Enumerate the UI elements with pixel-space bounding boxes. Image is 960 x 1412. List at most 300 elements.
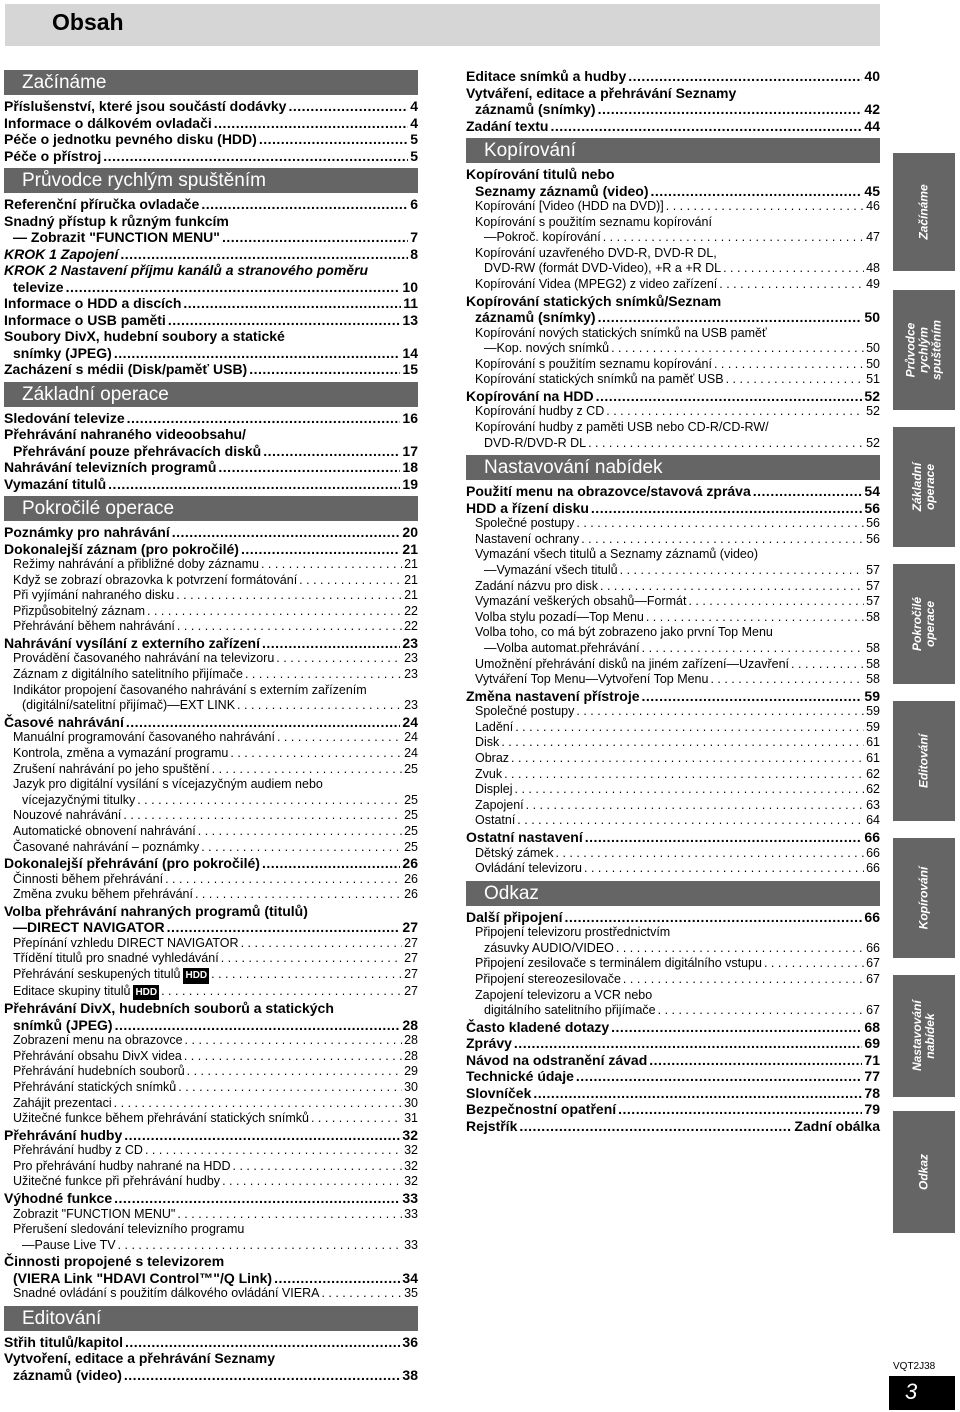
toc-page-number: 30 xyxy=(404,1095,418,1110)
toc-page-number: 15 xyxy=(402,361,418,377)
toc-entry-title: Péče o jednotku pevného disku (HDD) xyxy=(4,131,257,147)
toc-entry-title: Obraz xyxy=(475,751,510,766)
dot-leader xyxy=(276,651,402,667)
toc-entry-title: Umožnění přehrávání disků na jiném zařízení—Uzavření xyxy=(475,656,790,671)
toc-entry[interactable] xyxy=(4,855,418,872)
toc-page-number: 28 xyxy=(404,1033,418,1048)
toc-entry-title: Editace skupiny titulů xyxy=(13,983,131,998)
toc-page-number: 48 xyxy=(866,261,880,276)
toc-entry[interactable] xyxy=(4,131,418,148)
dot-leader xyxy=(118,1238,403,1254)
toc-entry-title: Vytváření Top Menu—Vytvoření Top Menu xyxy=(475,672,709,687)
toc-entry[interactable] xyxy=(466,483,880,500)
toc-page-number: 23 xyxy=(404,651,418,666)
toc-entry[interactable] xyxy=(4,604,418,620)
dot-leader xyxy=(642,641,864,657)
toc-entry-title: Společné postupy xyxy=(475,516,575,531)
tab-editovani[interactable] xyxy=(893,701,955,821)
toc-entry[interactable] xyxy=(4,115,418,132)
toc-entry[interactable] xyxy=(466,735,880,751)
toc-entry[interactable] xyxy=(466,594,880,610)
toc-page-number: 58 xyxy=(866,640,880,655)
dot-leader xyxy=(124,1127,400,1144)
toc-page-number: 25 xyxy=(404,839,418,854)
dot-leader xyxy=(585,829,863,846)
toc-entry[interactable] xyxy=(466,751,880,767)
toc-entry-title: DVD-R/DVD-R DL xyxy=(484,435,587,450)
toc-entry[interactable] xyxy=(466,261,880,277)
toc-entry[interactable] xyxy=(4,1143,418,1159)
toc-right-column xyxy=(466,68,880,1134)
dot-leader xyxy=(511,751,864,767)
toc-page-number: 22 xyxy=(404,619,418,634)
toc-page-number: 59 xyxy=(864,687,880,704)
toc-page-number: 24 xyxy=(404,745,418,760)
dot-leader xyxy=(147,604,402,620)
toc-entry[interactable] xyxy=(466,1035,880,1052)
dot-leader xyxy=(177,1207,402,1223)
toc-entry[interactable] xyxy=(466,941,880,957)
toc-page-number: 57 xyxy=(866,594,880,609)
toc-page-number: 21 xyxy=(402,540,418,557)
dot-leader xyxy=(723,261,864,277)
toc-entry[interactable] xyxy=(466,861,880,877)
toc-entry[interactable] xyxy=(4,793,418,809)
tab-label: Začínáme xyxy=(916,184,931,240)
toc-entry-title: Další připojení xyxy=(466,908,563,925)
toc-entry[interactable] xyxy=(466,579,880,595)
tab-zakladni-operace[interactable] xyxy=(893,427,955,547)
toc-page-number: 25 xyxy=(404,792,418,807)
toc-entry[interactable] xyxy=(4,619,418,635)
toc-entry[interactable] xyxy=(466,657,880,673)
dot-leader xyxy=(649,1052,862,1069)
toc-entry[interactable] xyxy=(466,813,880,829)
toc-entry[interactable] xyxy=(466,641,880,657)
toc-entry-title: snímků (JPEG) xyxy=(13,1016,113,1033)
dot-leader xyxy=(576,704,864,720)
toc-entry-title: Přehrávání hudby z CD xyxy=(13,1143,143,1158)
toc-entry[interactable] xyxy=(466,672,880,688)
dot-leader xyxy=(651,183,863,200)
toc-entry[interactable] xyxy=(4,872,418,888)
dot-leader xyxy=(125,1334,400,1351)
toc-entry-title: Výhodné funkce xyxy=(4,1190,113,1206)
toc-entry[interactable] xyxy=(466,357,880,373)
toc-entry[interactable] xyxy=(4,698,418,714)
toc-entry[interactable] xyxy=(466,1019,880,1036)
toc-entry[interactable] xyxy=(466,563,880,579)
dot-leader xyxy=(115,1017,401,1034)
toc-entry[interactable] xyxy=(4,1334,418,1351)
toc-entry[interactable] xyxy=(4,730,418,746)
toc-entry[interactable] xyxy=(466,1118,880,1135)
dot-leader xyxy=(123,808,402,824)
toc-entry[interactable] xyxy=(4,279,418,296)
dot-leader xyxy=(606,404,864,420)
dot-leader xyxy=(172,524,401,541)
toc-entry[interactable] xyxy=(466,956,880,972)
toc-page-number: 50 xyxy=(864,309,880,326)
toc-entry[interactable] xyxy=(466,101,880,118)
toc-entry-title: Použití menu na obrazovce/stavová zpráva xyxy=(466,483,751,500)
toc-page-number: 47 xyxy=(866,230,880,245)
toc-entry[interactable] xyxy=(466,1101,880,1118)
toc-entry[interactable] xyxy=(4,936,418,952)
section-header: Odkaz xyxy=(466,881,880,906)
toc-entry[interactable] xyxy=(4,345,418,362)
toc-entry-text-line: Kopírování titulů nebo xyxy=(466,166,615,182)
dot-leader xyxy=(791,657,864,673)
toc-entry[interactable] xyxy=(4,410,418,427)
toc-entry[interactable] xyxy=(4,1270,418,1287)
toc-entry-title: televize xyxy=(13,278,64,295)
dot-leader xyxy=(515,782,865,798)
toc-entry[interactable] xyxy=(466,277,880,293)
dot-leader xyxy=(603,230,864,246)
toc-entry[interactable] xyxy=(4,312,418,329)
toc-page-number: 25 xyxy=(404,808,418,823)
toc-entry[interactable] xyxy=(4,1367,418,1384)
toc-page-number: 7 xyxy=(410,229,418,245)
toc-page-number: 28 xyxy=(404,1048,418,1063)
toc-entry[interactable] xyxy=(4,246,418,263)
dot-leader xyxy=(145,1143,402,1159)
dot-leader xyxy=(218,459,400,476)
toc-entry[interactable] xyxy=(4,588,418,604)
toc-entry[interactable] xyxy=(4,667,418,683)
toc-entry[interactable] xyxy=(466,309,880,326)
tab-pokrocile-operace[interactable] xyxy=(893,564,955,684)
toc-entry[interactable] xyxy=(4,1017,418,1034)
toc-page-number: 23 xyxy=(402,634,418,651)
toc-entry[interactable] xyxy=(466,688,880,705)
toc-page-number: 63 xyxy=(866,797,880,812)
dot-leader xyxy=(230,746,402,762)
toc-page-number: 21 xyxy=(404,588,418,603)
toc-entry-title: Informace o dálkovém ovladači xyxy=(4,114,212,131)
dot-leader xyxy=(564,909,862,926)
toc-page-number: 26 xyxy=(402,855,418,872)
toc-entry[interactable] xyxy=(466,118,880,135)
dot-leader xyxy=(550,118,862,135)
toc-entry-title: —Pause Live TV xyxy=(22,1237,116,1252)
toc-entry-title: Informace o USB paměti xyxy=(4,311,166,328)
toc-page-number: 40 xyxy=(864,68,880,84)
toc-page-number: 67 xyxy=(866,1003,880,1018)
dot-leader xyxy=(666,199,864,215)
toc-page-number: 36 xyxy=(402,1333,418,1350)
toc-entry[interactable] xyxy=(4,1064,418,1080)
dot-leader xyxy=(198,824,402,840)
toc-page-number: 31 xyxy=(404,1111,418,1126)
dot-leader xyxy=(187,1064,402,1080)
toc-page-number: 58 xyxy=(866,609,880,624)
toc-entry[interactable] xyxy=(4,295,418,312)
toc-entry-text-line: Vymazání všech titulů a Seznamy záznamů (video) xyxy=(475,547,758,562)
toc-entry[interactable] xyxy=(466,404,880,420)
toc-entry[interactable] xyxy=(466,1085,880,1102)
toc-entry[interactable] xyxy=(466,436,880,452)
toc-entry-title: Zrušení nahrávání po jeho spuštění xyxy=(13,761,210,776)
toc-entry[interactable] xyxy=(4,1111,418,1127)
toc-entry[interactable] xyxy=(4,1033,418,1049)
dot-leader xyxy=(646,610,864,626)
toc-entry[interactable] xyxy=(466,532,880,548)
toc-page-number: Zadní obálka xyxy=(794,1117,880,1134)
toc-entry[interactable] xyxy=(4,196,418,213)
dot-leader xyxy=(114,1190,400,1207)
toc-entry-title: Kopírování statických snímků na paměť USB xyxy=(475,372,724,387)
toc-page-number: 58 xyxy=(866,656,880,671)
toc-page-number: 20 xyxy=(402,524,418,540)
toc-entry[interactable] xyxy=(4,967,418,984)
toc-entry[interactable] xyxy=(4,557,418,573)
toc-page-number: 59 xyxy=(866,704,880,719)
toc-entry-title: Snadné ovládání s použitím dálkového ovládání VIERA xyxy=(13,1286,320,1301)
dot-leader xyxy=(611,1019,862,1036)
toc-page-number: 67 xyxy=(866,971,880,986)
toc-entry-title: Záznam z digitálního satelitního přijímače xyxy=(13,667,243,682)
toc-entry[interactable] xyxy=(4,524,418,541)
toc-entry[interactable] xyxy=(4,1096,418,1112)
toc-entry-title: KROK 1 Zapojení xyxy=(4,245,119,262)
toc-entry[interactable] xyxy=(4,98,418,115)
dot-leader xyxy=(526,798,864,814)
toc-entry[interactable] xyxy=(4,459,418,476)
toc-entry[interactable] xyxy=(4,1286,418,1302)
dot-leader xyxy=(126,714,401,731)
toc-page-number: 49 xyxy=(866,276,880,291)
toc-entry-title: (VIERA Link "HDAVI Control™"/Q Link) xyxy=(13,1269,273,1286)
toc-page-number: 78 xyxy=(864,1084,880,1101)
tab-label: Průvodce rychlým spuštěním xyxy=(903,320,944,381)
toc-page-number: 27 xyxy=(404,966,418,981)
toc-entry[interactable] xyxy=(4,573,418,589)
tab-label: Odkaz xyxy=(916,1153,931,1191)
dot-leader xyxy=(514,1035,863,1052)
dot-leader xyxy=(584,861,864,877)
toc-entry[interactable] xyxy=(4,1127,418,1144)
toc-page-number: 28 xyxy=(402,1016,418,1033)
toc-entry[interactable] xyxy=(4,824,418,840)
toc-entry-text-line: Volba přehrávání nahraných programů (titulů) xyxy=(4,902,308,919)
toc-page-number: 5 xyxy=(410,147,418,164)
toc-entry[interactable] xyxy=(466,372,880,388)
toc-entry-title: Nahrávání vysílání z externího zařízení xyxy=(4,634,260,651)
toc-entry-title: Přepínání vzhledu DIRECT NAVIGATOR xyxy=(13,935,239,950)
toc-entry-title: Příslušenství, které jsou součástí dodávky xyxy=(4,98,287,114)
toc-page-number: 61 xyxy=(866,751,880,766)
dot-leader xyxy=(321,1286,402,1302)
toc-entry-title: Rejstřík xyxy=(466,1117,518,1134)
dot-leader xyxy=(714,357,864,373)
toc-entry[interactable] xyxy=(4,1238,418,1254)
toc-page-number: 71 xyxy=(864,1051,880,1068)
toc-entry[interactable] xyxy=(466,516,880,532)
toc-entry[interactable] xyxy=(466,767,880,783)
dot-leader xyxy=(576,516,864,532)
toc-entry[interactable] xyxy=(4,651,418,667)
toc-entry-text-line: Kopírování hudby z paměti USB nebo CD-R/CD-RW/ xyxy=(475,420,769,435)
tab-pruvodce[interactable] xyxy=(893,290,955,410)
toc-entry[interactable] xyxy=(4,476,418,493)
dot-leader xyxy=(618,1101,862,1118)
toc-entry[interactable] xyxy=(4,1190,418,1207)
toc-entry[interactable] xyxy=(4,840,418,856)
toc-entry[interactable] xyxy=(466,782,880,798)
toc-entry[interactable] xyxy=(4,1159,418,1175)
toc-entry[interactable] xyxy=(466,846,880,862)
dot-leader xyxy=(262,855,400,872)
toc-entry[interactable] xyxy=(466,704,880,720)
toc-entry-title: Užitečné funkce při přehrávání hudby xyxy=(13,1174,221,1189)
toc-entry[interactable] xyxy=(466,341,880,357)
dot-leader xyxy=(178,1080,402,1096)
toc-entry-title: Přehrávání hudebních souborů xyxy=(13,1064,185,1079)
dot-leader xyxy=(533,1085,862,1102)
toc-entry-title: Návod na odstranění závad xyxy=(466,1051,648,1068)
toc-entry-title: Automatické obnovení nahrávání xyxy=(13,823,196,838)
toc-entry-title: Režimy nahrávání a přibližné doby záznamu xyxy=(13,557,259,571)
toc-entry[interactable] xyxy=(466,183,880,200)
toc-entry-title: Bezpečnostní opatření xyxy=(466,1101,617,1118)
toc-entry-title: Ostatní nastavení xyxy=(466,829,583,845)
toc-entry-title: Nastavení ochrany xyxy=(475,531,580,546)
toc-entry[interactable] xyxy=(466,829,880,846)
toc-entry-title: Seznamy záznamů (video) xyxy=(475,182,649,199)
toc-entry[interactable] xyxy=(4,229,418,246)
dot-leader xyxy=(245,667,402,683)
toc-entry-title: Vymazání titulů xyxy=(4,475,107,492)
toc-entry[interactable] xyxy=(4,148,418,165)
dot-leader xyxy=(764,956,864,972)
toc-entry-title: Často kladené dotazy xyxy=(466,1018,610,1035)
toc-entry[interactable] xyxy=(466,720,880,736)
toc-entry[interactable] xyxy=(466,610,880,626)
toc-entry-title: Časované nahrávání – poznámky xyxy=(13,839,200,854)
toc-entry-title: Změna zvuku během přehrávání xyxy=(13,887,193,902)
toc-entry[interactable] xyxy=(4,635,418,652)
toc-entry[interactable] xyxy=(466,68,880,85)
dot-leader xyxy=(277,730,402,746)
toc-entry[interactable] xyxy=(4,1207,418,1223)
toc-entry[interactable] xyxy=(466,230,880,246)
toc-entry[interactable] xyxy=(4,1080,418,1096)
toc-entry[interactable] xyxy=(4,808,418,824)
dot-leader xyxy=(259,131,408,148)
toc-entry[interactable] xyxy=(4,951,418,967)
toc-entry[interactable] xyxy=(466,972,880,988)
tab-kopirovani[interactable] xyxy=(893,838,955,958)
page-number: 3 xyxy=(905,1379,918,1404)
toc-entry[interactable] xyxy=(4,984,418,1001)
toc-entry[interactable] xyxy=(4,541,418,558)
toc-entry-title: Připojení stereozesilovače xyxy=(475,971,621,986)
toc-entry[interactable] xyxy=(4,1049,418,1065)
toc-page-number: 27 xyxy=(404,935,418,950)
dot-leader xyxy=(517,813,864,829)
toc-page-number: 10 xyxy=(402,278,418,295)
toc-entry[interactable] xyxy=(466,500,880,517)
dot-leader xyxy=(311,1111,402,1127)
toc-entry[interactable] xyxy=(466,909,880,926)
toc-entry[interactable] xyxy=(4,361,418,378)
dot-leader xyxy=(114,345,401,362)
toc-entry-title: Provádění časovaného nahrávání na televizoru xyxy=(13,651,275,666)
toc-entry[interactable] xyxy=(4,746,418,762)
toc-entry-title: Ovládání televizoru xyxy=(475,861,583,876)
dot-leader xyxy=(623,972,864,988)
toc-entry[interactable] xyxy=(4,762,418,778)
toc-entry[interactable] xyxy=(466,1052,880,1069)
toc-entry-title: záznamů (snímky) xyxy=(475,309,596,326)
toc-entry[interactable] xyxy=(466,1003,880,1019)
toc-entry-title: Připojení zesilovače s terminálem digitálního vstupu xyxy=(475,956,762,971)
toc-page-number: 17 xyxy=(402,442,418,459)
toc-page-number: 24 xyxy=(402,713,418,730)
dot-leader xyxy=(103,148,408,165)
tab-nastavovani-nabidek[interactable] xyxy=(893,975,955,1097)
toc-entry-title: —DIRECT NAVIGATOR xyxy=(13,919,165,936)
dot-leader xyxy=(176,588,402,604)
toc-entry[interactable] xyxy=(4,919,418,936)
toc-entry[interactable] xyxy=(466,798,880,814)
tab-odkaz[interactable] xyxy=(893,1111,955,1233)
toc-entry[interactable] xyxy=(4,714,418,731)
dot-leader xyxy=(214,115,408,132)
dot-leader xyxy=(642,688,863,705)
dot-leader xyxy=(620,563,864,579)
toc-entry[interactable] xyxy=(4,1174,418,1190)
toc-entry-title: Při vyjímání nahraného disku xyxy=(13,588,175,603)
dot-leader xyxy=(576,1068,863,1085)
toc-page-number: 50 xyxy=(866,356,880,371)
toc-entry[interactable] xyxy=(466,388,880,405)
dot-leader xyxy=(137,793,402,809)
dot-leader xyxy=(600,579,864,595)
dot-leader xyxy=(299,573,402,589)
toc-entry[interactable] xyxy=(4,887,418,903)
toc-page-number: 33 xyxy=(402,1190,418,1206)
toc-entry[interactable] xyxy=(466,199,880,215)
toc-entry-title: Zapojení xyxy=(475,797,524,812)
toc-page-number: 32 xyxy=(402,1126,418,1143)
tab-label: Základní operace xyxy=(910,462,937,512)
section-header: Základní operace xyxy=(4,382,418,407)
toc-entry-title: Činnosti během přehrávání xyxy=(13,871,164,886)
toc-page-number: 52 xyxy=(866,435,880,450)
tab-label: Kopírování xyxy=(916,866,931,930)
toc-page-number: 33 xyxy=(404,1237,418,1252)
toc-entry-title: Slovníček xyxy=(466,1084,532,1101)
toc-entry-title: Přehrávání hudby xyxy=(4,1126,123,1143)
toc-entry[interactable] xyxy=(466,1068,880,1085)
toc-entry-title: —Kop. nových snímků xyxy=(484,341,610,356)
toc-entry-title: —Pokroč. kopírování xyxy=(484,230,601,245)
tab-zaciname[interactable] xyxy=(893,153,955,271)
toc-page-number: 57 xyxy=(866,563,880,577)
toc-entry[interactable] xyxy=(4,443,418,460)
toc-entry-text-line: Vytvoření, editace a přehrávání Seznamy xyxy=(4,1350,276,1367)
toc-page-number: 33 xyxy=(404,1206,418,1221)
dot-leader xyxy=(591,500,863,517)
toc-entry-text-line: Kopírování uzavřeného DVD-R, DVD-R DL, xyxy=(475,245,717,260)
toc-entry-title: Přizpůsobitelný záznam xyxy=(13,603,146,618)
toc-page-number: 67 xyxy=(866,956,880,971)
toc-page-number: 59 xyxy=(866,719,880,734)
toc-page-number: 8 xyxy=(410,245,418,262)
